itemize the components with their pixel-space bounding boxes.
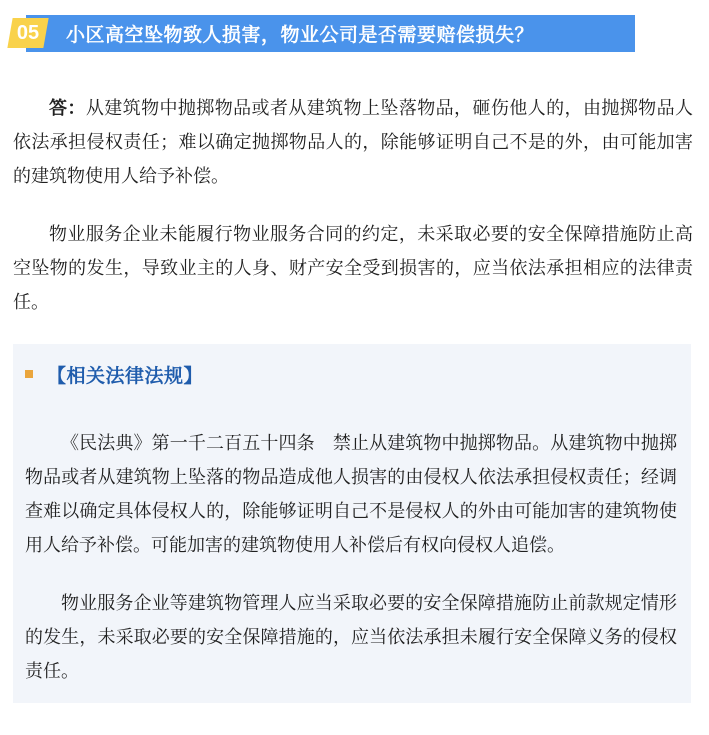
question-number-badge	[7, 18, 48, 48]
law-heading-row	[25, 362, 677, 386]
law-panel	[13, 344, 691, 703]
law-heading: 【相关法律法规】	[47, 365, 204, 387]
question-title: 小区高空坠物致人损害，物业公司是否需要赔偿损失？	[66, 25, 535, 46]
answer-paragraph-1-text: 从建筑物中抛掷物品或者从建筑物上坠落物品，砸伤他人的，由抛掷物品人依法承担侵权责任；难以确定抛掷物品人的，除能够证明自己不是的外，由可能加害的建筑物使用人给予补偿。	[13, 98, 694, 186]
answer-section	[0, 67, 709, 319]
answer-label: 答：	[49, 98, 86, 118]
answer-paragraph-2: 物业服务企业未能履行物业服务合同的约定，未采取必要的安全保障措施防止高空坠物的发生，导致业主的人身、财产安全受到损害的，应当依法承担相应的法律责任。	[13, 224, 693, 312]
question-banner	[26, 15, 635, 52]
question-header	[0, 0, 709, 67]
law-paragraph-1: 《民法典》第一千二百五十四条 禁止从建筑物中抛掷物品。从建筑物中抛掷物品或者从建筑物上坠落的物品造成他人损害的由侵权人依法承担侵权责任；经调查难以确定具体侵权人的，除能够证明自己不是侵权人的外由可能加害的建筑物使用人给予补偿。可能加害的建筑物使用人补偿后有权向侵权人追偿。	[25, 433, 677, 555]
answer-paragraph-1	[13, 91, 693, 193]
question-number: 05	[16, 21, 40, 44]
law-paragraph-2: 物业服务企业等建筑物管理人应当采取必要的安全保障措施防止前款规定情形的发生，未采取必要的安全保障措施的，应当依法承担未履行安全保障义务的侵权责任。	[25, 593, 677, 681]
square-bullet-icon	[25, 370, 33, 378]
